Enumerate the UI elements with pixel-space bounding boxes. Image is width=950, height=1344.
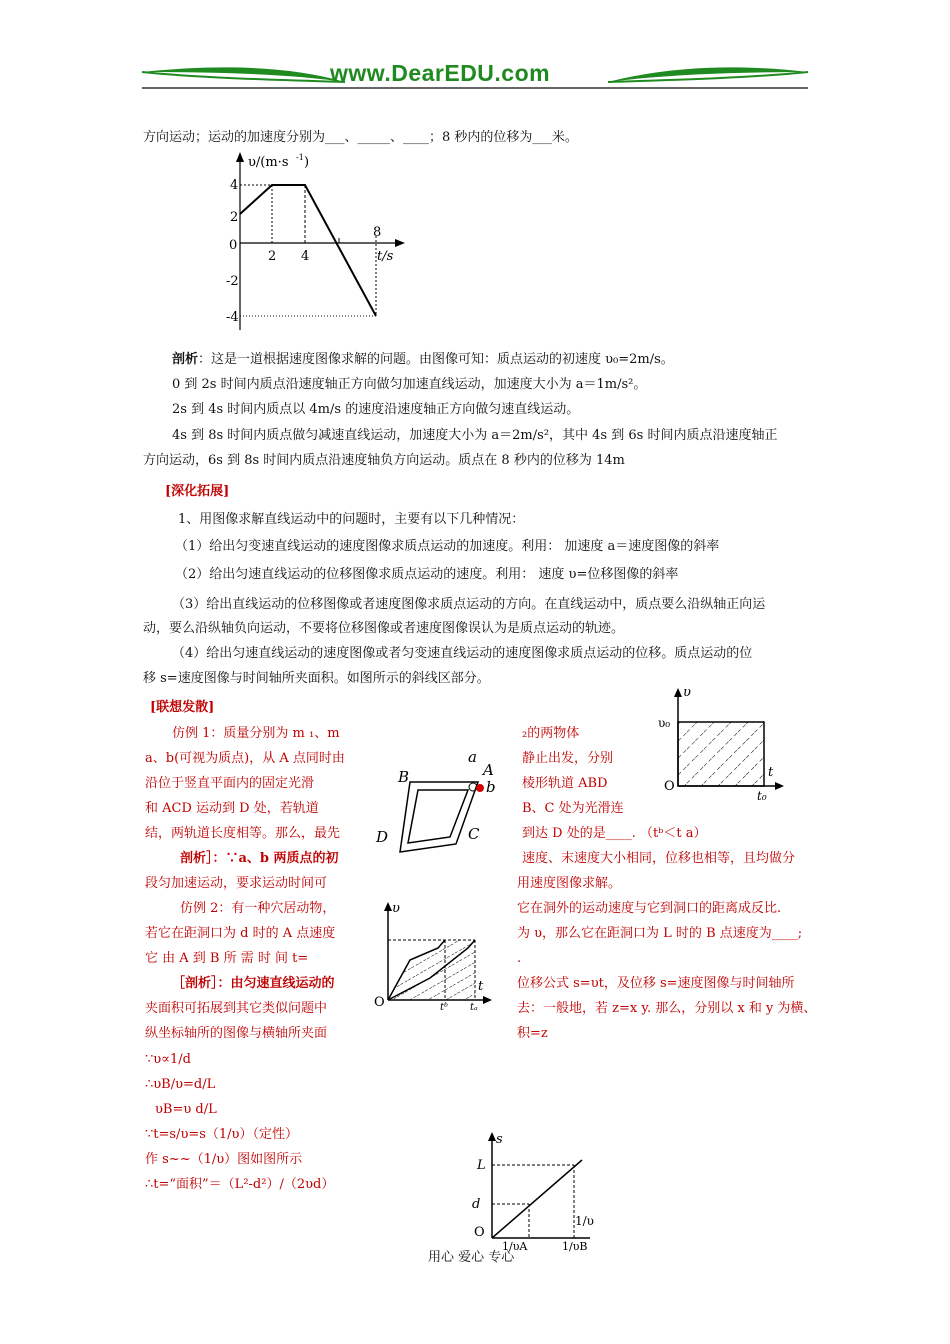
extension-line-2: （1）给出匀变速直线运动的速度图像求质点运动的加速度。利用： 加速度 a＝速度图像的斜率 (175, 539, 720, 554)
graph3-tb: tᵇ (440, 1002, 449, 1013)
graph3-ylabel: υ (392, 901, 400, 916)
graph3-ta: tₐ (470, 1002, 478, 1013)
right-line-2: 静止出发，分别 (522, 751, 614, 766)
right-line-6: 速度、末速度大小相同，位移也相等，且均做分 (522, 851, 796, 866)
left-line-11: ［剖析］：由匀速直线运动的 (172, 976, 335, 991)
right-line-1: ₂的两物体 (522, 726, 580, 741)
analysis-p2: 0 到 2s 时间内质点沿速度轴正方向做匀加速直线运动，加速度大小为 a＝1m/s²。 (172, 377, 647, 392)
graph1-xtick-4: 4 (301, 249, 310, 264)
right-line-8: 它在洞外的运动速度与它到洞口的距离成反比. (517, 901, 782, 916)
association-title: [联想发散] (150, 700, 215, 715)
graph1-ylabel-sup: -1 (296, 153, 304, 162)
left-line-1: 仿例 1：质量分别为 m ₁、m (172, 726, 340, 741)
analysis-p3: 2s 到 4s 时间内质点以 4m/s 的速度沿速度轴正方向做匀速直线运动。 (172, 402, 580, 417)
graph4-xlabel: 1/υ (575, 1214, 594, 1228)
graph1-ytick-neg2: -2 (226, 274, 239, 289)
right-line-9: 为 υ，那么它在距洞口为 L 时的 B 点速度为____; (517, 926, 803, 941)
graph4-L: L (477, 1158, 486, 1173)
graph1-xtick-8: 8 (373, 225, 382, 240)
extension-line-7: 移 s=速度图像与时间轴所夹面积。如图所示的斜线区部分。 (143, 671, 490, 686)
diamond-label-B: B (398, 768, 410, 786)
right-line-7: 用速度图像求解。 (517, 876, 622, 891)
left-line-5: 结，两轨道长度相等。那么，最先 (145, 826, 341, 841)
left-line-13: 纵坐标轴所的图像与横轴所夹面 (145, 1026, 328, 1041)
diamond-label-D: D (376, 828, 389, 846)
graph2-t0: t₀ (757, 789, 767, 802)
graph2-origin: O (664, 779, 675, 794)
graph1-ylabel-end: ) (304, 155, 310, 170)
velocity-time-graph (215, 150, 415, 335)
right-line-5: 到达 D 处的是____. （tᵇ＜t a） (522, 826, 707, 841)
right-line-13: 积=z (517, 1026, 548, 1041)
analysis-p5: 方向运动，6s 到 8s 时间内质点沿速度轴负方向运动。质点在 8 秒内的位移为 14m (143, 453, 625, 468)
graph1-xtick-2: 2 (268, 249, 277, 264)
left-line-9: 若它在距洞口为 d 时的 A 点速度 (145, 926, 336, 941)
diamond-track-figure (368, 742, 518, 857)
graph4-d: d (472, 1197, 481, 1212)
two-curve-velocity-graph (370, 898, 500, 1018)
right-line-4: B、C 处为光滑连 (522, 801, 624, 816)
graph1-ytick-2: 2 (230, 210, 239, 225)
extension-line-5: 动，要么沿纵轴负向运动，不要将位移图像或者速度图像误认为是质点运动的轨迹。 (143, 621, 625, 636)
graph1-ytick-4: 4 (230, 178, 239, 193)
graph4-ylabel: s (496, 1132, 503, 1147)
intro-line: 方向运动；运动的加速度分别为___、_____、____；8 秒内的位移为___米。 (143, 130, 578, 145)
diamond-label-A: A (483, 761, 494, 779)
extension-line-3: （2）给出匀速直线运动的位移图像求质点运动的速度。利用： 速度 υ=位移图像的斜率 (175, 567, 679, 582)
analysis-label: 剖析 (172, 352, 199, 367)
extension-title: [深化拓展] (165, 484, 230, 499)
left-line-8: 仿例 2：有一种穴居动物， (180, 901, 336, 916)
graph2-v0: υ₀ (658, 716, 671, 730)
graph2-ylabel: υ (683, 685, 691, 700)
area-velocity-graph (652, 682, 792, 802)
derivation-line-6: ∴t=“面积”＝（L²-d²）/（2υd） (145, 1177, 335, 1192)
left-line-3: 沿位于竖直平面内的固定光滑 (145, 776, 315, 791)
extension-line-6: （4）给出匀速直线运动的速度图像或者匀变速直线运动的速度图像求质点运动的位移。质点运动的位 (172, 646, 753, 661)
graph4-tick-2: 1/υB (562, 1240, 588, 1253)
left-line-6: 剖析］：∵a、b 两质点的初 (180, 851, 339, 866)
right-line-12: 去：一般地，若 z=x y. 那么，分别以 x 和 y 为横、 (517, 1001, 817, 1016)
extension-line-1: 1、用图像求解直线运动中的问题时，主要有以下几种情况： (178, 512, 525, 527)
derivation-line-4: ∵t=s/υ=s（1/υ）（定性） (145, 1127, 298, 1142)
right-line-3: 棱形轨道 ABD (522, 776, 608, 791)
graph1-origin: 0 (229, 238, 238, 253)
graph1-ytick-neg4: -4 (226, 310, 239, 325)
left-line-7: 段匀加速运动，要求运动时间可 (145, 876, 328, 891)
analysis-p1: 剖析：这是一道根据速度图像求解的问题。由图像可知：质点运动的初速度 υ₀=2m/s。 (172, 352, 674, 367)
left-line-2: a、b(可视为质点)，从 A 点同时由 (145, 751, 345, 766)
right-line-10: . (517, 951, 522, 966)
diamond-label-a: a (468, 748, 477, 766)
graph3-origin: O (374, 995, 385, 1010)
left-line-10: 它 由 A 到 B 所 需 时 间 t= (145, 951, 309, 966)
derivation-line-5: 作 s~~（1/υ）图如图所示 (145, 1152, 303, 1167)
derivation-line-1: ∵υ∝1/d (145, 1052, 191, 1067)
graph4-origin: O (474, 1225, 485, 1240)
brand-logo: www.DearEDU.com (330, 60, 551, 86)
derivation-line-2: ∴υB/υ=d/L (145, 1077, 216, 1092)
graph1-ylabel: υ/(m·s (248, 155, 289, 170)
left-line-12: 夹面积可拓展到其它类似问题中 (145, 1001, 328, 1016)
diamond-label-C: C (468, 825, 480, 843)
graph1-xlabel: t/s (377, 249, 394, 264)
extension-line-4: （3）给出直线运动的位移图像或者速度图像求质点运动的方向。在直线运动中，质点要么沿纵轴正向运 (172, 597, 766, 612)
graph3-xlabel: t (478, 979, 484, 994)
derivation-line-3: υB=υ d/L (155, 1102, 217, 1117)
right-line-11: 位移公式 s=υt，及位移 s=速度图像与时间轴所 (517, 976, 795, 991)
analysis-p4: 4s 到 8s 时间内质点做匀减速直线运动，加速度大小为 a＝2m/s²，其中 4s 到 6s 时间内质点沿速度轴正 (172, 428, 778, 443)
left-line-4: 和 ACD 运动到 D 处，若轨道 (145, 801, 319, 816)
s-vs-inverse-v-graph (462, 1128, 602, 1253)
graph4-tick-1: 1/υA (502, 1240, 528, 1253)
footer-motto: 用心 爱心 专心 (428, 1250, 515, 1265)
diamond-label-b: b (486, 778, 496, 796)
graph2-xlabel: t (768, 765, 774, 780)
